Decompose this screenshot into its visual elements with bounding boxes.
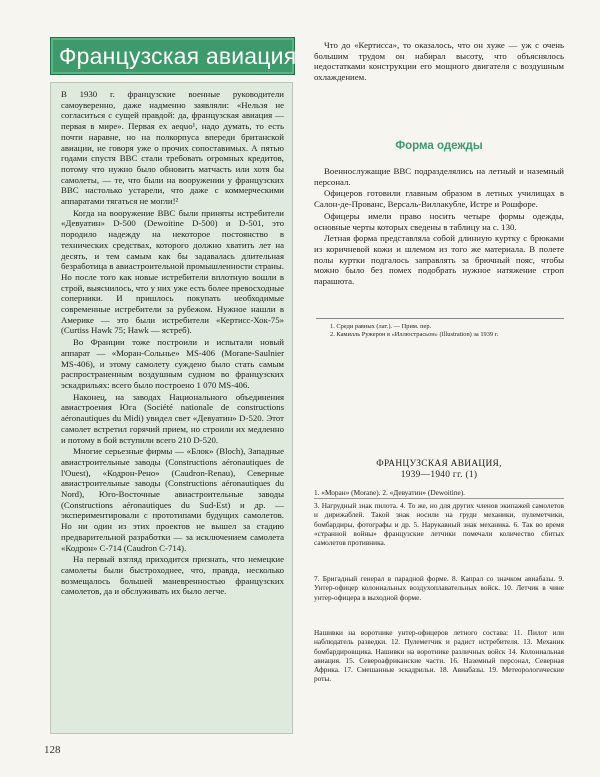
paragraph-5: Многие серьезные фирмы — «Блок» (Bloch), Западные авиастроительные заводы (Constructions aéronautiques de l'Ouest), «Кодрон-Рено» (Caudron-Renau), Северные авиастроительные заводы (Constructions aéronautiques du Nord), Юго-Восточные авиастроительные заводы (Constructions aéronautiques du Sud-Est) и др. — экспериментировали с прототипами будущих самолетов. Но ни один из этих проектов не вышел за стадию предварительной разработки — за исключением самолета «Кодрон» С-714 (Caudron C-714).	[61, 446, 284, 553]
caption-aircraft: 1. «Моран» (Morane). 2. «Девуатин» (Dewoitine).	[314, 488, 465, 497]
paragraph-2: Когда на вооружение ВВС были приняты истребители «Девуатин» D-500 (Dewoitine D-500) и D-501, это породило надежду на некоторое постоянство в технических средствах, которого должно хватить лет на десять, и тем самым как бы задавалась длительная безработица в авиастроительной промышленности страны. Но после того как новые истребители вплотную вошли в строй, выяснилось, что у них уже есть более превосходные соперники. И пришлось покупать необходимые современные истребители за рубежом. Нужное нашли в Америке — это были истребители «Кертисс-Хок-75» (Curtiss Hawk 75; Hawk — ястреб).	[61, 207, 284, 336]
paragraph-1: В 1930 г. французские военные руководители самоуверенно, даже надменно заявляли: «Нельзя не согласиться с сущей правдой: да, французская авиация — первая в мире». Первая ex aequo¹, надо думать, то есть почти наравне, но на полкорпуса впереди британской авиации, не говоря уже о прочих сопоставимых. А пятью годами спустя ВВС стали требовать огромных кредитов, потому что нужно было обновить матчасть или хотя бы самолеты, — те, что были на вооружении у французских ВВС настолько устарели, что даже с коммерческими аппаратами тягаться не могли!²	[61, 89, 284, 207]
paragraph-4: Наконец, на заводах Национального объединения авиастроения Юга (Société nationale de constructions aéronautiques du Midi) увидел свет «Девуатин» D-520. Этот самолет встретил горячий прием, но строили их медленно и потому в бой вступили всего 210 D-520.	[61, 391, 284, 445]
page-number: 128	[44, 744, 61, 756]
paragraph-3: Во Франции тоже построили и испытали новый аппарат — «Моран-Сольнье» MS-406 (Morane-Saulnier MS-406), и этому самолету суждено было стать самым распространенным воздушным судном во французских эскадрильях: всего было построено 1 070 MS-406.	[61, 337, 284, 390]
chapter-title-banner	[50, 37, 295, 75]
paragraph-6: На первый взгляд приходится признать, что немецкие самолеты были быстроходнее, что, правда, несколько возмещалось большей маневренностью французских самолетов, да и обслуживать их было легче.	[61, 554, 284, 597]
caption-badges: 3. Нагрудный знак пилота. 4. То же, но для других членов экипажей самолетов и дирижаблей. Такой знак носили на груди механики, пулеметчики, бомбардиры, фотографы и др. 5. Нарукавный знак механика. 6. Так во время «странной войны» французские летчики помечали количество сбитых самолетов противника.	[314, 501, 564, 548]
uniform-section-text	[314, 166, 564, 288]
uniform-paragraph-3: Офицеры имели право носить четыре формы одежды, основные черты которых сведены в таблицу на с. 130.	[314, 210, 564, 232]
caption-collar-patches: Нашивки на воротнике унтер-офицеров летного состава: 11. Пилот или наблюдатель разведки. 12. Пулеметчик и радист истребителя. 13. Механик бомбардировщика. Нашивки на воротнике различных войск 14. Колониальная авиация. 15. Североафриканские части. 16. Наземный персонал, Северная Африка. 17. Смешанные эскадрильи. 18. Авиабазы. 19. Метеорологические роты.	[314, 628, 564, 684]
uniform-paragraph-2: Офицеров готовили главным образом в летных училищах в Салон-де-Прованс, Версаль-Виллакубле, Истре и Рошфоре.	[314, 188, 564, 210]
footnote-2: 2. Камилль Ружерон в «Иллюстрасьон» (Illustration) за 1939 г.	[330, 331, 499, 339]
footnotes	[316, 318, 564, 340]
uniform-paragraph-1: Военнослужащие ВВС подразделялись на летный и наземный персонал.	[314, 166, 564, 187]
caption-title: ФРАНЦУЗСКАЯ АВИАЦИЯ,	[376, 459, 502, 469]
chapter-title: Французская авиация	[59, 43, 297, 69]
caption-divider	[314, 498, 564, 499]
intro-paragraph: Что до «Кертисса», то оказалось, что он хуже — уж с очень большим трудом он набирал высоту, что объяснялось недостатками конструкции его мощного двигателя с воздушным охлаждением.	[314, 40, 564, 83]
section-title: Форма одежды	[395, 140, 483, 152]
caption-uniforms: 7. Бригадный генерал в парадной форме. 8. Капрал со значком авиабазы. 9. Унтер-офицер колониальных воздухоплавательных войск. 10. Летчик в чине унтер-офицера в выходной форме.	[314, 574, 564, 602]
caption-heading	[314, 459, 564, 481]
uniform-paragraph-4: Летная форма представляла собой длинную куртку с брюками из коричневой кожи и шлемом из того же материала. В полете полы куртки подгалось заправлять за брючный пояс, чтобы можно было без помех подобрать нужное натяжение строп парашюта.	[314, 233, 564, 287]
intro-text	[314, 40, 564, 84]
main-text-panel	[50, 82, 293, 734]
footnote-1: 1. Среди равных (лат.). — Прим. пер.	[330, 323, 432, 330]
caption-years: 1939—1940 гг. (1)	[400, 470, 478, 480]
